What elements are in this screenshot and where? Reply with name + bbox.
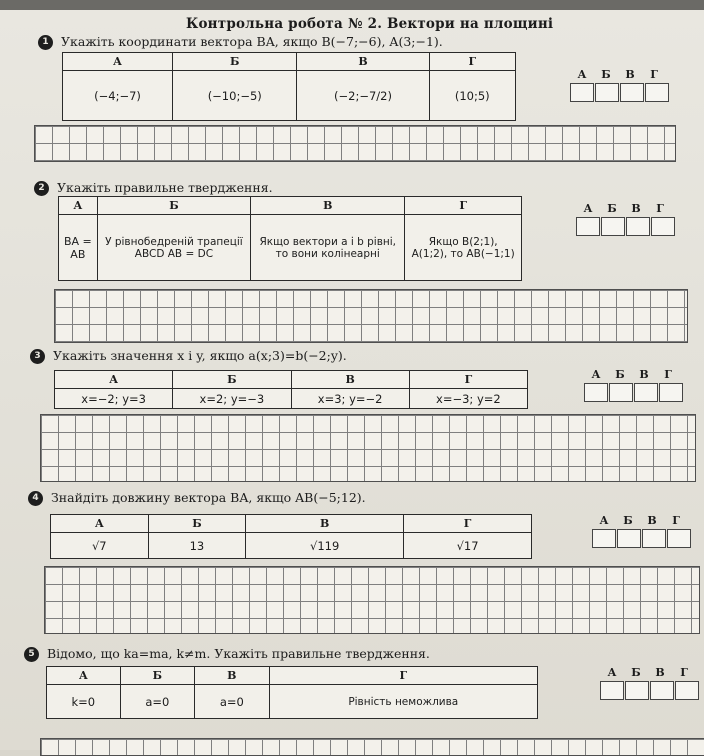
option-c[interactable]: √119: [246, 533, 404, 559]
option-a[interactable]: x=−2; y=3: [55, 389, 173, 409]
answer-cell[interactable]: [675, 681, 699, 700]
answer-letter: А: [607, 666, 617, 679]
answer-letter: Г: [650, 68, 658, 81]
task-5-options-table: [46, 666, 538, 719]
option-c[interactable]: a=0: [195, 685, 269, 719]
answer-cell[interactable]: [617, 529, 641, 548]
option-d[interactable]: (10;5): [429, 71, 515, 121]
option-a[interactable]: (−4;−7): [63, 71, 173, 121]
page-title: Контрольна робота № 2. Вектори на площині: [186, 16, 554, 32]
task-3-question: [30, 348, 347, 364]
option-letter: Б: [120, 667, 194, 685]
task-2-work-grid[interactable]: [54, 289, 688, 343]
option-letter: В: [246, 515, 404, 533]
answer-cell[interactable]: [600, 681, 624, 700]
answer-letter: Б: [615, 368, 625, 381]
task-4-answer-box: [592, 514, 692, 548]
task-1-text: Укажіть координати вектора BA, якщо B(−7;−6), A(3;−1).: [61, 34, 443, 49]
answer-cell[interactable]: [570, 83, 594, 102]
answer-cell[interactable]: [634, 383, 658, 402]
task-2-answer-box: [576, 202, 676, 236]
task-number-badge: 3: [30, 349, 45, 364]
task-2-options-table: [58, 196, 522, 281]
option-c[interactable]: Якщо вектори a і b рівні, то вони колінеарні: [251, 215, 405, 281]
answer-cell[interactable]: [651, 217, 675, 236]
answer-cell[interactable]: [620, 83, 644, 102]
option-d[interactable]: √17: [404, 533, 532, 559]
option-letter: Г: [405, 197, 522, 215]
answer-letter: В: [631, 202, 641, 215]
option-letter: А: [63, 53, 173, 71]
answer-letter: Б: [631, 666, 641, 679]
answer-letter: Б: [601, 68, 611, 81]
option-letter: А: [55, 371, 173, 389]
option-letter: Г: [409, 371, 527, 389]
answer-letter: Г: [680, 666, 688, 679]
task-number-badge: 2: [34, 181, 49, 196]
answer-letter: Г: [656, 202, 664, 215]
answer-cell[interactable]: [650, 681, 674, 700]
task-4-text: Знайдіть довжину вектора BA, якщо AB(−5;12).: [51, 490, 366, 505]
option-letter: Б: [148, 515, 246, 533]
option-a[interactable]: BA = AB: [59, 215, 98, 281]
answer-cell[interactable]: [659, 383, 683, 402]
option-d[interactable]: Якщо B(2;1), A(1;2), то AB(−1;1): [405, 215, 522, 281]
task-5-answer-box: [600, 666, 700, 700]
option-letter: Г: [269, 667, 537, 685]
option-b[interactable]: a=0: [120, 685, 194, 719]
answer-letter: Б: [607, 202, 617, 215]
answer-cell[interactable]: [595, 83, 619, 102]
answer-cell[interactable]: [625, 681, 649, 700]
answer-cell[interactable]: [584, 383, 608, 402]
option-b[interactable]: У рівнобедреній трапеції ABCD AB = DC: [97, 215, 250, 281]
answer-cell[interactable]: [576, 217, 600, 236]
task-number-badge: 4: [28, 491, 43, 506]
answer-cell[interactable]: [645, 83, 669, 102]
option-letter: Г: [429, 53, 515, 71]
task-4-work-grid[interactable]: [44, 566, 700, 634]
option-d[interactable]: x=−3; y=2: [409, 389, 527, 409]
answer-letter: А: [591, 368, 601, 381]
answer-cell[interactable]: [667, 529, 691, 548]
option-a[interactable]: √7: [51, 533, 149, 559]
option-letter: В: [251, 197, 405, 215]
task-5-text: Відомо, що ka=ma, k≠m. Укажіть правильне твердження.: [47, 646, 430, 661]
answer-letter: В: [647, 514, 657, 527]
option-d[interactable]: Рівність неможлива: [269, 685, 537, 719]
task-5-question: [24, 646, 430, 662]
option-letter: А: [51, 515, 149, 533]
task-4-question: [28, 490, 366, 506]
task-number-badge: 1: [38, 35, 53, 50]
option-c[interactable]: x=3; y=−2: [291, 389, 409, 409]
answer-letter: А: [577, 68, 587, 81]
task-1-answer-box: [570, 68, 670, 102]
answer-letter: Б: [623, 514, 633, 527]
task-2-text: Укажіть правильне твердження.: [57, 180, 273, 195]
task-2-question: [34, 180, 273, 196]
answer-cell[interactable]: [609, 383, 633, 402]
option-letter: В: [195, 667, 269, 685]
option-letter: А: [59, 197, 98, 215]
task-3-work-grid[interactable]: [40, 414, 696, 482]
answer-cell[interactable]: [626, 217, 650, 236]
answer-letter: А: [583, 202, 593, 215]
task-1-question: [38, 34, 443, 50]
task-3-text: Укажіть значення x і y, якщо a(x;3)=b(−2;y).: [53, 348, 347, 363]
answer-cell[interactable]: [592, 529, 616, 548]
option-letter: Б: [173, 53, 297, 71]
worksheet-page: [0, 10, 704, 750]
task-3-answer-box: [584, 368, 684, 402]
option-b[interactable]: 13: [148, 533, 246, 559]
option-c[interactable]: (−2;−7/2): [297, 71, 429, 121]
answer-cell[interactable]: [601, 217, 625, 236]
task-3-options-table: [54, 370, 528, 409]
task-1-work-grid[interactable]: [34, 125, 676, 162]
option-letter: А: [47, 667, 121, 685]
answer-cell[interactable]: [642, 529, 666, 548]
answer-letter: Г: [672, 514, 680, 527]
answer-letter: А: [599, 514, 609, 527]
answer-letter: В: [625, 68, 635, 81]
task-1-options-table: [62, 52, 516, 121]
option-letter: Б: [173, 371, 291, 389]
option-letter: В: [291, 371, 409, 389]
answer-letter: Г: [664, 368, 672, 381]
answer-letter: В: [639, 368, 649, 381]
option-a[interactable]: k=0: [47, 685, 121, 719]
option-b[interactable]: x=2; y=−3: [173, 389, 291, 409]
option-letter: В: [297, 53, 429, 71]
option-b[interactable]: (−10;−5): [173, 71, 297, 121]
option-letter: Б: [97, 197, 250, 215]
task-number-badge: 5: [24, 647, 39, 662]
option-letter: Г: [404, 515, 532, 533]
task-5-work-grid[interactable]: [40, 738, 704, 756]
task-4-options-table: [50, 514, 532, 559]
answer-letter: В: [655, 666, 665, 679]
